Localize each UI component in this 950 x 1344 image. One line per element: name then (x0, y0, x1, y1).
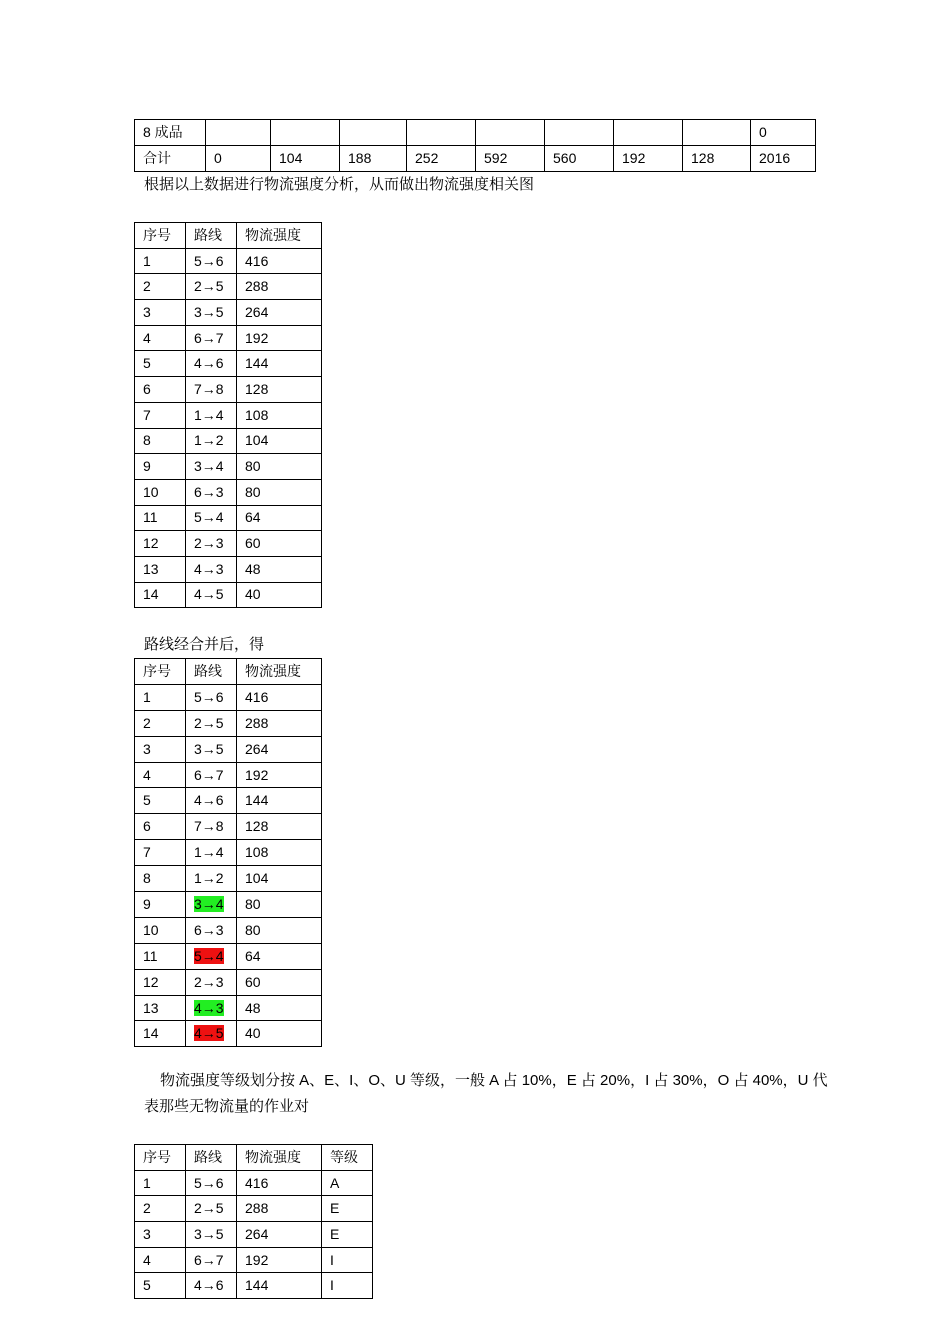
table-cell: 3→4 (186, 454, 237, 480)
grading-text-line1: 物流强度等级划分按 A、E、I、O、U 等级，一般 A 占 10%，E 占 20%，I 占 30%，O 占 40%，U 代 (160, 1072, 828, 1089)
table-row (135, 582, 322, 608)
table-cell: 9 (135, 454, 186, 480)
table-cell (206, 120, 271, 146)
flow-intensity-table-body (135, 248, 322, 608)
table-row (135, 428, 322, 454)
table-cell (186, 995, 237, 1021)
table-cell: 104 (271, 146, 340, 172)
table-cell: 80 (237, 479, 322, 505)
table-row (135, 120, 816, 146)
table-cell: 6 (135, 377, 186, 403)
table-cell: E (322, 1196, 373, 1222)
table-cell: 264 (237, 300, 322, 326)
table-row (135, 814, 322, 840)
grade-table-body (135, 1170, 373, 1298)
table-cell: 60 (237, 969, 322, 995)
table-row (135, 762, 322, 788)
table-cell: 1 (135, 684, 186, 710)
table-cell (683, 120, 751, 146)
table-cell: 188 (340, 146, 407, 172)
table-cell (407, 120, 476, 146)
table-cell: 4 (135, 1247, 186, 1273)
table-cell: 144 (237, 1273, 322, 1299)
table-cell: 2 (135, 274, 186, 300)
table-row (135, 274, 322, 300)
table-cell: 64 (237, 505, 322, 531)
table-row (135, 248, 322, 274)
table-cell: A (322, 1170, 373, 1196)
table-cell: 192 (237, 762, 322, 788)
table-row (135, 995, 322, 1021)
table-cell: 5 (135, 788, 186, 814)
table-cell: E (322, 1222, 373, 1248)
table-cell: 合计 (135, 146, 206, 172)
table-cell: 13 (135, 995, 186, 1021)
highlighted-route: 3→4 (194, 895, 224, 912)
table-cell: 7→8 (186, 377, 237, 403)
column-header: 序号 (135, 659, 186, 685)
table-cell: 264 (237, 736, 322, 762)
table-cell (614, 120, 683, 146)
table-row (135, 788, 322, 814)
table-row (135, 866, 322, 892)
table-cell: 5 (135, 1273, 186, 1299)
table-cell (271, 120, 340, 146)
merged-routes-text: 路线经合并后，得 (144, 636, 265, 653)
table-cell: 252 (407, 146, 476, 172)
table-row (135, 1170, 373, 1196)
table-row (135, 351, 322, 377)
table-cell: 288 (237, 710, 322, 736)
table-cell: 60 (237, 531, 322, 557)
table-cell: 13 (135, 556, 186, 582)
flow-grade-table (134, 1144, 373, 1299)
table-cell: 192 (237, 325, 322, 351)
merged-table-header (135, 659, 322, 685)
table-cell: 5→6 (186, 248, 237, 274)
grade-table-header (135, 1145, 373, 1171)
table-cell: 108 (237, 840, 322, 866)
table-cell: 0 (751, 120, 816, 146)
table-row (135, 917, 322, 943)
grading-text-line2: 表那些无物流量的作业对 (144, 1098, 310, 1115)
table-row (135, 684, 322, 710)
table-cell: 416 (237, 1170, 322, 1196)
table-cell: 128 (683, 146, 751, 172)
table-cell: 10 (135, 917, 186, 943)
table-cell: 2→3 (186, 969, 237, 995)
column-header: 物流强度 (237, 1145, 322, 1171)
table-row (135, 892, 322, 918)
table-row (135, 556, 322, 582)
table-cell: 64 (237, 943, 322, 969)
table-cell: 7 (135, 402, 186, 428)
column-header: 路线 (186, 659, 237, 685)
table-cell (476, 120, 545, 146)
table-row (135, 531, 322, 557)
analysis-intro-text: 根据以上数据进行物流强度分析，从而做出物流强度相关图 (144, 176, 535, 193)
table-cell: 3 (135, 1222, 186, 1248)
table-cell: 6 (135, 814, 186, 840)
table-cell: 3 (135, 736, 186, 762)
highlighted-route: 4→3 (194, 999, 224, 1016)
table-cell: 40 (237, 1021, 322, 1047)
table-cell: 2 (135, 710, 186, 736)
table-cell: 14 (135, 582, 186, 608)
table-cell: 40 (237, 582, 322, 608)
table-cell: 288 (237, 274, 322, 300)
top-table-body (135, 120, 816, 172)
table-cell: 48 (237, 556, 322, 582)
merged-table-body (135, 684, 322, 1046)
table-cell: 10 (135, 479, 186, 505)
table-cell: I (322, 1247, 373, 1273)
table-cell: 8 (135, 428, 186, 454)
table-cell: 3→5 (186, 1222, 237, 1248)
table-row (135, 505, 322, 531)
table-cell: 1→4 (186, 840, 237, 866)
table-cell (186, 1021, 237, 1047)
table-cell: 104 (237, 428, 322, 454)
table-cell: 2→5 (186, 710, 237, 736)
table-row (135, 300, 322, 326)
material-flow-summary-table (134, 119, 816, 172)
table-row (135, 146, 816, 172)
table-cell: 264 (237, 1222, 322, 1248)
table-cell: I (322, 1273, 373, 1299)
table-cell: 5→6 (186, 1170, 237, 1196)
table-cell: 5 (135, 351, 186, 377)
table-cell: 2→5 (186, 274, 237, 300)
table-cell: 1→2 (186, 866, 237, 892)
table-cell: 144 (237, 351, 322, 377)
table-row (135, 377, 322, 403)
table-row (135, 1222, 373, 1248)
column-header: 路线 (186, 223, 237, 249)
column-header: 序号 (135, 1145, 186, 1171)
table-cell: 6→7 (186, 325, 237, 351)
flow-intensity-table (134, 222, 322, 608)
highlighted-route: 5→4 (194, 947, 224, 964)
table-row (135, 402, 322, 428)
table-cell: 4→6 (186, 1273, 237, 1299)
table-cell: 80 (237, 454, 322, 480)
table-cell: 592 (476, 146, 545, 172)
header-row (135, 223, 322, 249)
header-row (135, 659, 322, 685)
table-cell: 4→3 (186, 556, 237, 582)
table-cell (186, 892, 237, 918)
table-cell: 6→3 (186, 479, 237, 505)
table-cell (340, 120, 407, 146)
table-cell: 80 (237, 892, 322, 918)
table-cell: 8 (135, 866, 186, 892)
table-cell: 48 (237, 995, 322, 1021)
table-cell: 2→3 (186, 531, 237, 557)
table-cell: 128 (237, 377, 322, 403)
table-cell: 560 (545, 146, 614, 172)
table-row (135, 1021, 322, 1047)
table-cell (545, 120, 614, 146)
table-cell: 7 (135, 840, 186, 866)
table-cell: 6→7 (186, 762, 237, 788)
table-cell: 2 (135, 1196, 186, 1222)
table-cell (186, 943, 237, 969)
table-row (135, 479, 322, 505)
table-cell: 192 (614, 146, 683, 172)
table-cell: 1→4 (186, 402, 237, 428)
column-header: 等级 (322, 1145, 373, 1171)
table-cell: 3→5 (186, 300, 237, 326)
table-cell: 80 (237, 917, 322, 943)
column-header: 物流强度 (237, 659, 322, 685)
highlighted-route: 4→5 (194, 1025, 224, 1042)
table-cell: 0 (206, 146, 271, 172)
table-cell: 192 (237, 1247, 322, 1273)
table-row (135, 1273, 373, 1299)
table-row (135, 325, 322, 351)
table-cell: 7→8 (186, 814, 237, 840)
table-cell: 416 (237, 248, 322, 274)
table-cell: 8 成品 (135, 120, 206, 146)
table-cell: 108 (237, 402, 322, 428)
column-header: 序号 (135, 223, 186, 249)
table-cell: 4 (135, 762, 186, 788)
table-cell: 128 (237, 814, 322, 840)
table-cell: 6→3 (186, 917, 237, 943)
table-cell: 14 (135, 1021, 186, 1047)
table-row (135, 1247, 373, 1273)
table-cell: 11 (135, 943, 186, 969)
table-row (135, 710, 322, 736)
table-cell: 4→5 (186, 582, 237, 608)
table-cell: 1 (135, 248, 186, 274)
table-cell: 9 (135, 892, 186, 918)
table-cell: 11 (135, 505, 186, 531)
table-cell: 144 (237, 788, 322, 814)
table-cell: 12 (135, 969, 186, 995)
table-cell: 6→7 (186, 1247, 237, 1273)
table-cell: 416 (237, 684, 322, 710)
column-header: 物流强度 (237, 223, 322, 249)
table-cell: 2→5 (186, 1196, 237, 1222)
table-cell: 3 (135, 300, 186, 326)
table-cell: 2016 (751, 146, 816, 172)
merged-flow-intensity-table (134, 658, 322, 1047)
table-cell: 12 (135, 531, 186, 557)
table-cell: 288 (237, 1196, 322, 1222)
table-cell: 1 (135, 1170, 186, 1196)
table-cell: 4→6 (186, 351, 237, 377)
table-row (135, 840, 322, 866)
table-row (135, 454, 322, 480)
table-cell: 1→2 (186, 428, 237, 454)
table-cell: 5→4 (186, 505, 237, 531)
column-header: 路线 (186, 1145, 237, 1171)
table-row (135, 969, 322, 995)
header-row (135, 1145, 373, 1171)
table-row (135, 943, 322, 969)
table-cell: 5→6 (186, 684, 237, 710)
table-cell: 3→5 (186, 736, 237, 762)
table-cell: 4→6 (186, 788, 237, 814)
table-row (135, 1196, 373, 1222)
table-cell: 104 (237, 866, 322, 892)
table-cell: 4 (135, 325, 186, 351)
table-row (135, 736, 322, 762)
flow-intensity-table-header (135, 223, 322, 249)
